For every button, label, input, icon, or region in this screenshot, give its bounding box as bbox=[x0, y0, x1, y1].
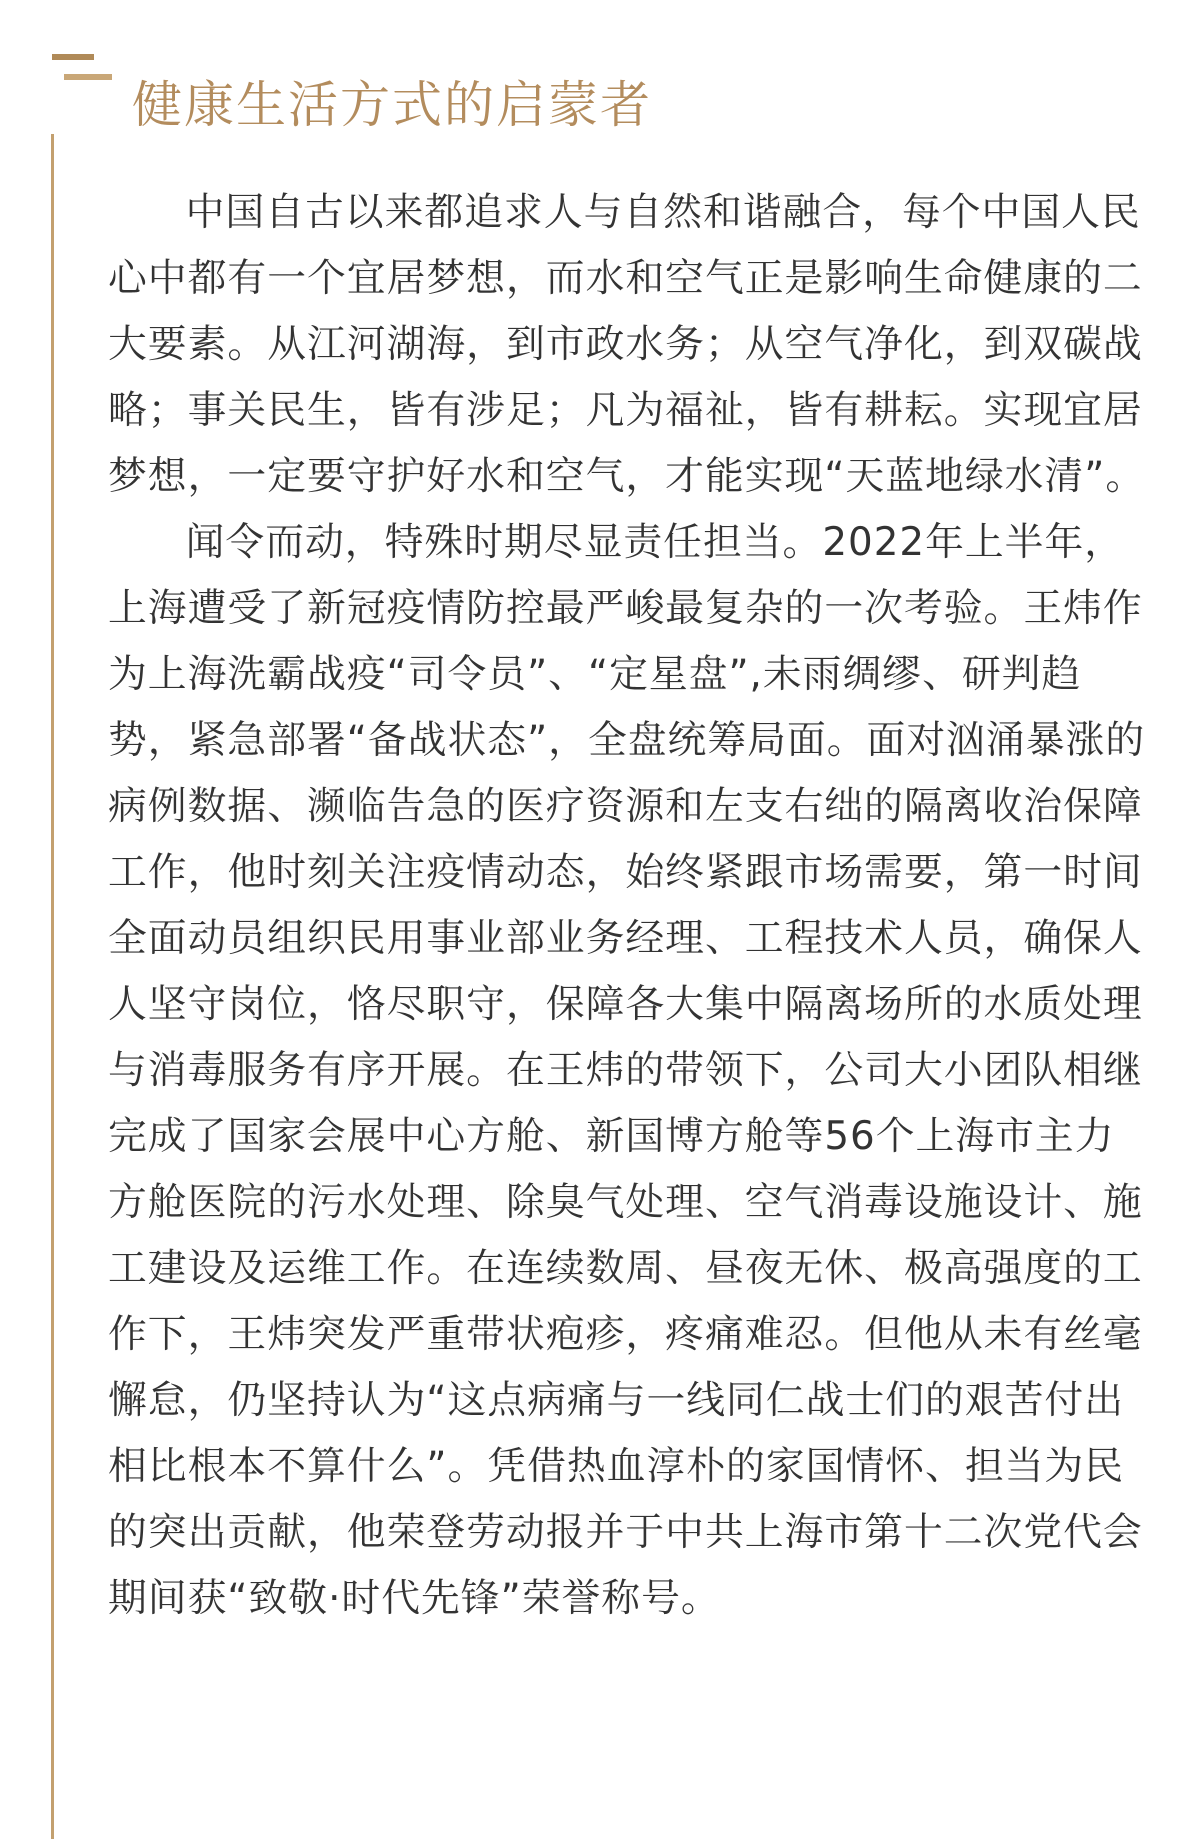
article-body bbox=[108, 180, 1152, 1632]
section-title: 健康生活方式的启蒙者 bbox=[132, 75, 652, 134]
left-vertical-rule bbox=[51, 134, 54, 1839]
section-header bbox=[0, 0, 1200, 134]
title-decoration-icon bbox=[52, 54, 112, 84]
title-decoration-bar-top bbox=[52, 54, 94, 60]
article-paragraph-1: 中国自古以来都追求人与自然和谐融合，每个中国人民心中都有一个宜居梦想，而水和空气正是影响生命健康的二大要素。从江河湖海，到市政水务；从空气净化，到双碳战略；事关民生，皆有涉足；凡为福祉，皆有耕耘。实现宜居梦想，一定要守护好水和空气，才能实现“天蓝地绿水清”。 bbox=[108, 190, 1146, 499]
article-paragraph-2: 闻令而动，特殊时期尽显责任担当。2022年上半年，上海遭受了新冠疫情防控最严峻最复杂的一次考验。王炜作为上海洗霸战疫“司令员”、“定星盘”,未雨绸缪、研判趋势，紧急部署“备战状态”，全盘统筹局面。面对汹涌暴涨的病例数据、濒临告急的医疗资源和左支右绌的隔离收治保障工作，他时刻关注疫情动态，始终紧跟市场需要，第一时间全面动员组织民用事业部业务经理、工程技术人员，确保人人坚守岗位，恪尽职守，保障各大集中隔离场所的水质处理与消毒服务有序开展。在王炜的带领下，公司大小团队相继完成了国家会展中心方舱、新国博方舱等56个上海市主力方舱医院的污水处理、除臭气处理、空气消毒设施设计、施工建设及运维工作。在连续数周、昼夜无休、极高强度的工作下，王炜突发严重带状疱疹，疼痛难忍。但他从未有丝毫懈怠，仍坚持认为“这点病痛与一线同仁战士们的艰苦付出相比根本不算什么”。凭借热血淳朴的家国情怀、担当为民的突出贡献，他荣登劳动报并于中共上海市第十二次党代会期间获“致敬·时代先锋”荣誉称号。 bbox=[108, 520, 1146, 1621]
title-decoration-bar-bottom bbox=[64, 74, 112, 80]
